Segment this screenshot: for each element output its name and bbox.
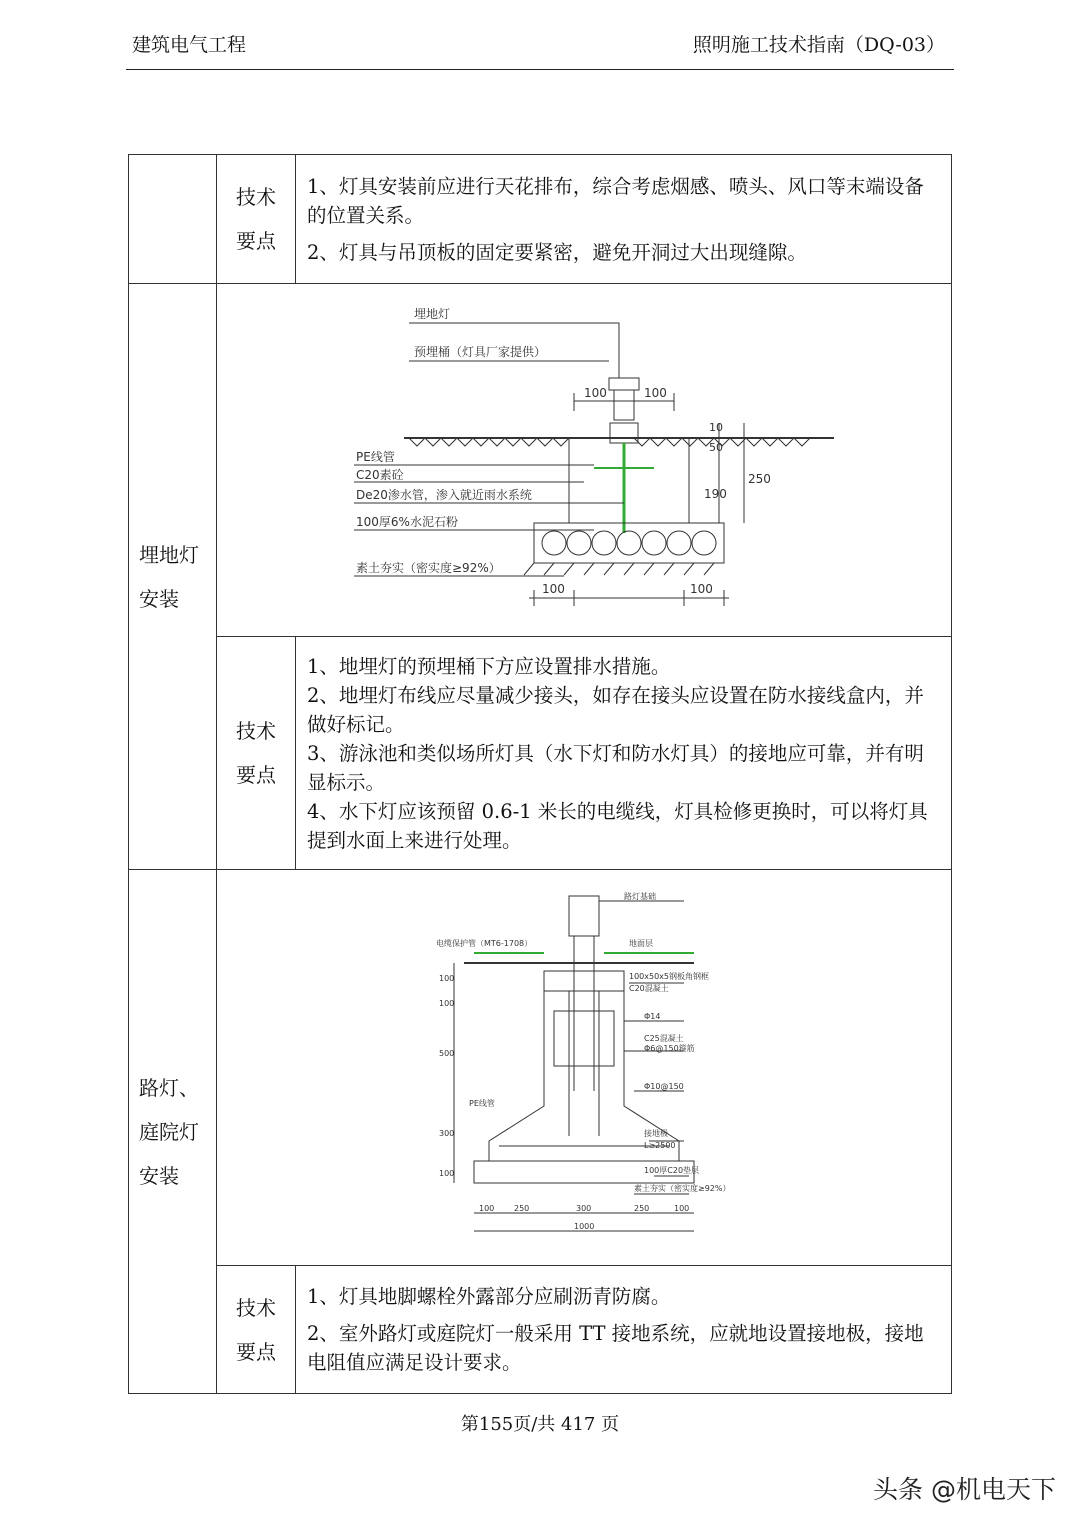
callout-soil: 素土夯实（密实度≥92%） <box>356 561 501 575</box>
tip-4: 4、水下灯应该预留 0.6-1 米长的电缆线，灯具检修更换时，可以将灯具提到水面上来进行处理。 <box>307 799 928 852</box>
dim-total: 1000 <box>574 1221 595 1231</box>
callout-bucket: 预埋桶（灯具厂家提供） <box>414 345 547 359</box>
tip-1: 1、灯具安装前应进行天花排布，综合考虑烟感、喷头、风口等末端设备的位置关系。 <box>307 174 924 227</box>
header-rule <box>126 69 954 70</box>
tip-1: 1、灯具地脚螺栓外露部分应刷沥青防腐。 <box>307 1285 671 1308</box>
callout-pe: PE线管 <box>469 1098 495 1108</box>
row-streetlight-diagram <box>129 870 952 1266</box>
row-inground-diagram <box>129 284 952 637</box>
streetlight-foundation-diagram <box>434 891 734 1241</box>
callout-de20: De20渗水管，渗入就近雨水系统 <box>356 488 532 502</box>
tips-label: 技术 要点 <box>217 637 296 870</box>
dim-top-right: 100 <box>644 386 667 400</box>
callout-c20: C20素砼 <box>356 468 404 482</box>
callout-steel: 100x50x5钢板角钢框 <box>629 971 710 981</box>
dim-b-2: 250 <box>514 1203 530 1213</box>
inground-diagram-cell <box>217 284 952 637</box>
row-inground-tips <box>129 637 952 870</box>
tips-text <box>296 155 952 284</box>
tip-2: 2、地埋灯布线应尽量减少接头，如存在接头应设置在防水接线盒内，并做好标记。 <box>307 683 924 736</box>
section-title-inground: 埋地灯 安装 <box>129 284 217 870</box>
inground-light-diagram <box>334 293 834 623</box>
row-ceiling-tips <box>129 155 952 284</box>
dim-v-2: 100 <box>439 998 455 1008</box>
dim-10: 10 <box>709 421 723 434</box>
dim-top-left: 100 <box>584 386 607 400</box>
dim-v-1: 100 <box>439 973 455 983</box>
tips-text <box>296 637 952 870</box>
section-empty <box>129 155 217 284</box>
dim-250: 250 <box>748 472 771 486</box>
streetlight-diagram-cell <box>217 870 952 1266</box>
dim-b-4: 250 <box>634 1203 650 1213</box>
section-title-streetlight: 路灯、 庭院灯 安装 <box>129 870 217 1394</box>
tip-2: 2、室外路灯或庭院灯一般采用 TT 接地系统，应就地设置接地极，接地电阻值应满足设计要求。 <box>307 1322 924 1374</box>
callout-c20: C20混凝土 <box>629 983 669 993</box>
row-streetlight-tips <box>129 1266 952 1394</box>
callout-c25: C25混凝土 <box>644 1033 684 1043</box>
tips-label: 技术 要点 <box>217 1266 296 1394</box>
dim-bottom-right: 100 <box>690 582 713 596</box>
tip-3: 3、游泳池和类似场所灯具（水下灯和防水灯具）的接地应可靠，并有明显标示。 <box>307 741 924 794</box>
callout-gravel: 100厚6%水泥石粉 <box>356 515 458 529</box>
callout-d14: Φ14 <box>644 1011 661 1021</box>
dim-b-1: 100 <box>479 1203 495 1213</box>
callout-lamp: 埋地灯 <box>414 307 451 321</box>
header-left-title: 建筑电气工程 <box>132 34 247 56</box>
page-number: 第155页/共 417 页 <box>460 1414 620 1435</box>
tips-text <box>296 1266 952 1394</box>
callout-length: L≥2500 <box>644 1140 676 1150</box>
dim-v-5: 100 <box>439 1168 455 1178</box>
dim-b-5: 100 <box>674 1203 690 1213</box>
tip-2: 2、灯具与吊顶板的固定要紧密，避免开洞过大出现缝隙。 <box>307 240 807 264</box>
dim-50: 50 <box>709 441 723 454</box>
tip-1: 1、地埋灯的预埋桶下方应设置排水措施。 <box>307 654 671 678</box>
dim-190: 190 <box>704 487 727 501</box>
dim-v-4: 300 <box>439 1128 455 1138</box>
callout-pad: 100厚C20垫层 <box>644 1165 700 1175</box>
callout-base: 路灯基础 <box>624 891 656 901</box>
dim-v-3: 500 <box>439 1048 455 1058</box>
dim-bottom-left: 100 <box>542 582 565 596</box>
guide-table <box>128 154 952 1394</box>
callout-pe: PE线管 <box>356 450 395 464</box>
callout-conduit: 电缆保护管（MT6-1708） <box>436 938 533 948</box>
callout-d10: Φ10@150 <box>644 1081 684 1091</box>
watermark: 头条 @机电天下 <box>873 1475 1056 1504</box>
dim-b-3: 300 <box>576 1203 592 1213</box>
header-right-title: 照明施工技术指南（DQ-03） <box>692 34 945 56</box>
tips-label: 技术 要点 <box>217 155 296 284</box>
callout-ground: 地面层 <box>629 938 653 948</box>
callout-soil: 素土夯实（密实度≥92%） <box>634 1183 731 1193</box>
callout-electrode: 接地极 <box>644 1128 668 1138</box>
callout-stirrup: Φ6@150箍筋 <box>644 1043 695 1053</box>
